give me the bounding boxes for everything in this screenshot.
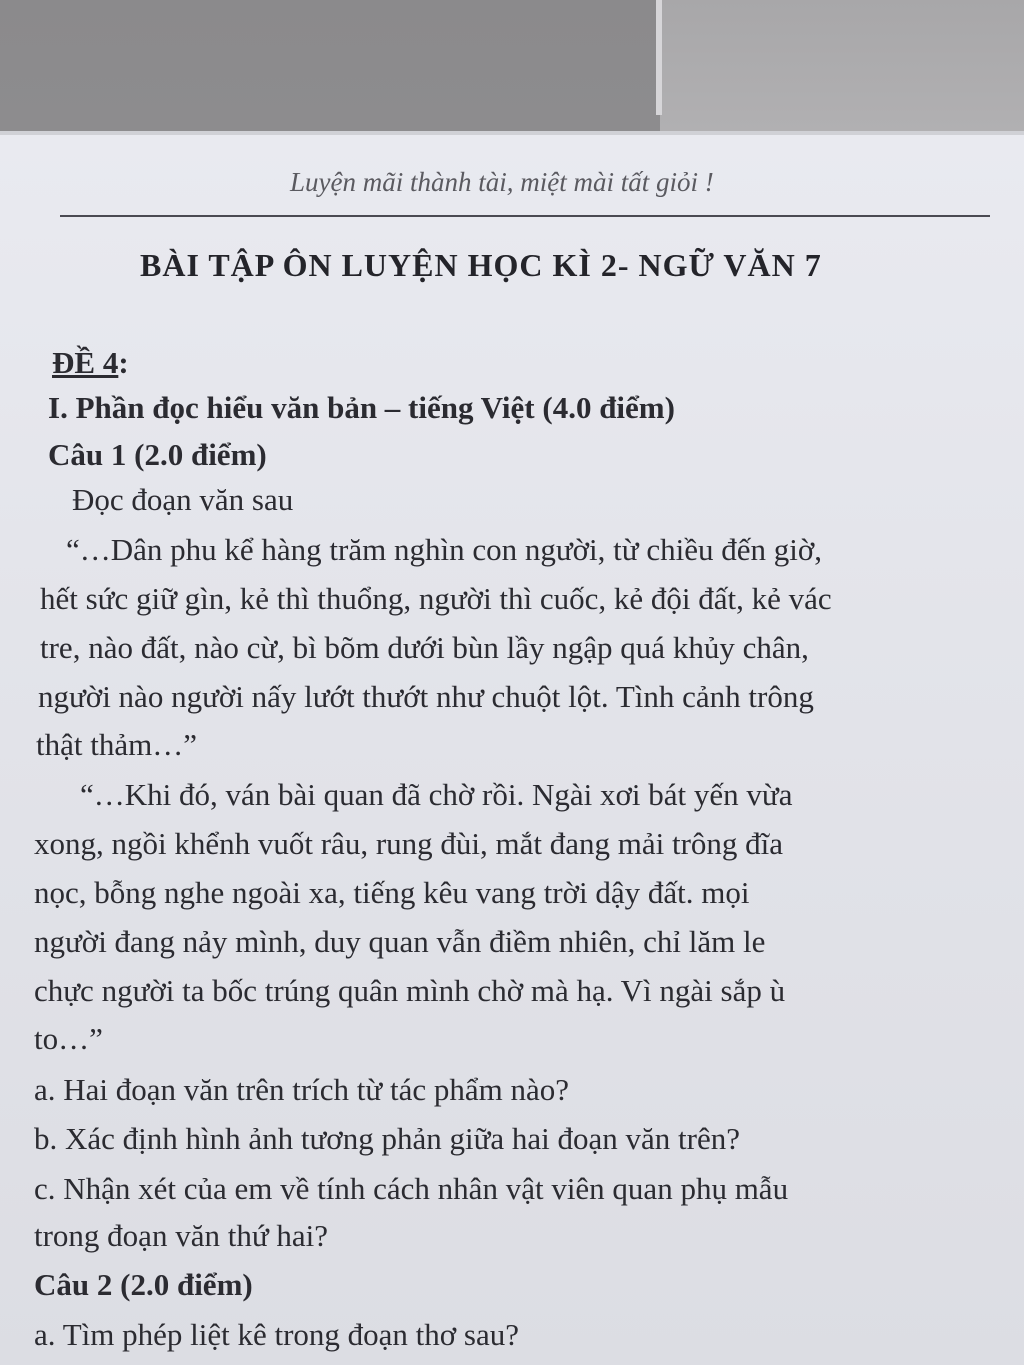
question-2-heading: Câu 2 (2.0 điểm) xyxy=(34,1267,253,1302)
passage-1-line: thật thảm…” xyxy=(36,727,197,762)
question-1-item-c-continued: trong đoạn văn thứ hai? xyxy=(34,1218,329,1253)
passage-2-line: to…” xyxy=(34,1021,103,1056)
question-2-item-a: a. Tìm phép liệt kê trong đoạn thơ sau? xyxy=(34,1317,520,1352)
page-header-motto: Luyện mãi thành tài, miệt mài tất giỏi ! xyxy=(290,167,714,197)
passage-1-line: người nào người nấy lướt thướt như chuột lột. Tình cảnh trông xyxy=(38,679,814,714)
exam-colon: : xyxy=(118,345,129,380)
passage-2-line: xong, ngồi khểnh vuốt râu, rung đùi, mắt đang mải trông đĩa xyxy=(34,826,784,861)
question-1-item-a: a. Hai đoạn văn trên trích từ tác phẩm nào? xyxy=(34,1072,569,1107)
exam-label xyxy=(52,343,129,383)
section-heading: I. Phần đọc hiểu văn bản – tiếng Việt (4.0 điểm) xyxy=(48,390,675,425)
passage-1-line: tre, nào đất, nào cừ, bì bõm dưới bùn lầy ngập quá khủy chân, xyxy=(40,630,809,665)
page-title: BÀI TẬP ÔN LUYỆN HỌC KÌ 2- NGỮ VĂN 7 xyxy=(140,247,822,283)
question-1-prompt: Đọc đoạn văn sau xyxy=(72,482,294,517)
question-1-item-b: b. Xác định hình ảnh tương phản giữa hai đoạn văn trên? xyxy=(34,1121,740,1156)
passage-2-line: chực người ta bốc trúng quân mình chờ mà hạ. Vì ngài sắp ù xyxy=(34,973,786,1008)
book-page xyxy=(0,135,1024,1365)
question-1-item-c: c. Nhận xét của em về tính cách nhân vật viên quan phụ mẫu xyxy=(34,1171,789,1206)
passage-1-line: hết sức giữ gìn, kẻ thì thuổng, người thì cuốc, kẻ đội đất, kẻ vác xyxy=(40,581,832,616)
passage-2-line: nọc, bỗng nghe ngoài xa, tiếng kêu vang trời dậy đất. mọi xyxy=(34,875,750,910)
passage-1-line: “…Dân phu kể hàng trăm nghìn con người, từ chiều đến giờ, xyxy=(66,532,822,567)
question-1-heading: Câu 1 (2.0 điểm) xyxy=(48,437,267,472)
background-crease xyxy=(656,0,662,115)
exam-number: ĐỀ 4 xyxy=(52,345,119,380)
header-divider xyxy=(60,215,990,217)
passage-2-line: người đang nảy mình, duy quan vẫn điềm nhiên, chỉ lăm le xyxy=(34,924,766,959)
passage-2-line: “…Khi đó, ván bài quan đã chờ rồi. Ngài xơi bát yến vừa xyxy=(80,777,793,812)
